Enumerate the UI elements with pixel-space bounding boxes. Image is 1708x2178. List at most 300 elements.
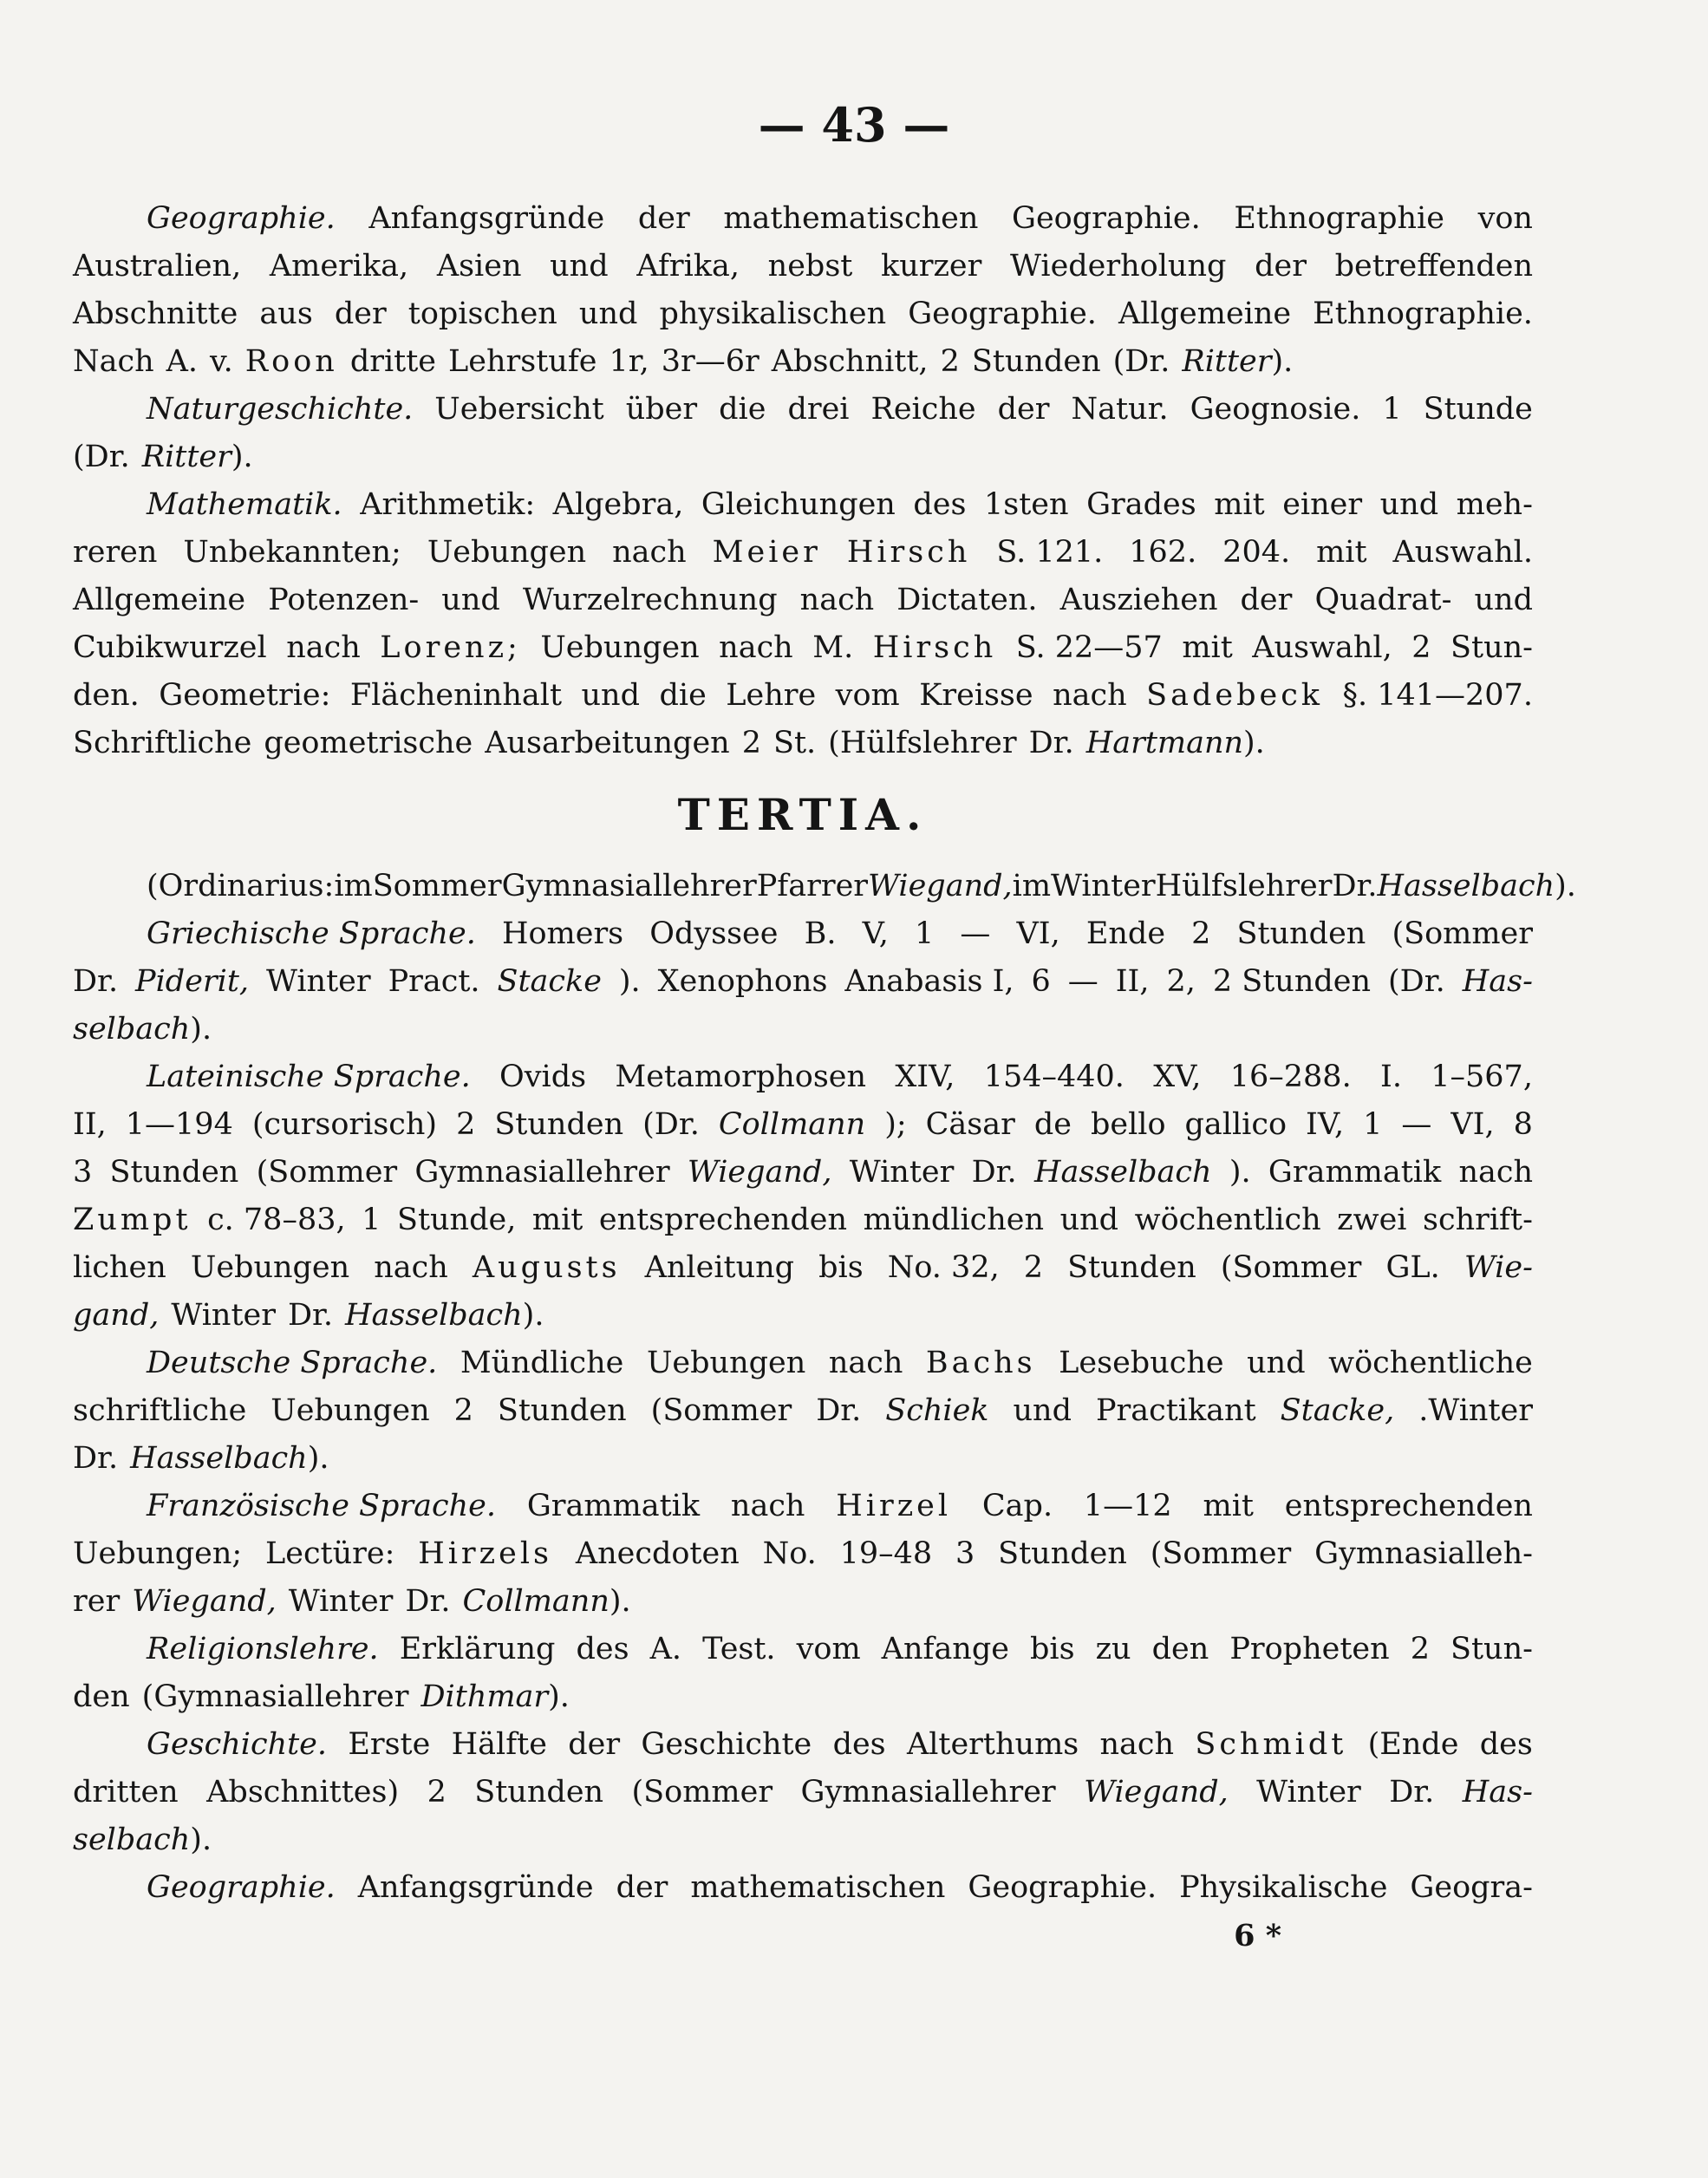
word: S. 22—57 <box>1015 630 1163 665</box>
signature-mark: 6 * <box>1234 1918 1281 1953</box>
word: Cap. <box>981 1489 1053 1523</box>
word: Hirzel <box>836 1489 952 1523</box>
word: Dr. <box>1389 1775 1435 1810</box>
word: 2 <box>427 1775 447 1810</box>
word: 2 <box>453 1393 473 1428</box>
word: gallico <box>1184 1107 1288 1142</box>
word: schriftliche <box>73 1393 247 1428</box>
text-line <box>73 529 1533 577</box>
word: ); <box>884 1107 907 1142</box>
word: Bachs <box>925 1346 1036 1380</box>
text-line <box>73 1578 1533 1626</box>
word: VI, <box>1016 916 1060 951</box>
word: und <box>1379 487 1439 522</box>
word: meh- <box>1456 487 1533 522</box>
italic-word: Collmann <box>718 1107 866 1142</box>
word: und <box>441 583 500 617</box>
word: Anfangsgründe <box>357 1870 594 1905</box>
word: Xenophons <box>657 964 828 999</box>
word: 3 <box>955 1536 975 1571</box>
word: aus <box>259 297 313 331</box>
text-line <box>73 1626 1533 1673</box>
word: nach <box>730 1489 805 1523</box>
word: 3 <box>73 1155 93 1190</box>
word: Winter <box>266 964 371 999</box>
word: Dr. <box>287 1298 334 1333</box>
word: der <box>616 1870 668 1905</box>
text-line <box>73 720 1533 767</box>
word: Stunde <box>1423 392 1533 427</box>
word: Stunden <box>109 1155 239 1190</box>
word: Erste <box>348 1727 431 1762</box>
word: mit <box>1203 1489 1254 1523</box>
word: Gymnasiallehrer <box>501 869 757 903</box>
word: mit <box>531 1203 583 1237</box>
text-line <box>73 1530 1533 1578</box>
word: Dr. <box>1028 726 1074 760</box>
word: im <box>1012 869 1052 903</box>
word: schrift- <box>1423 1203 1533 1237</box>
word: Winter <box>1051 869 1156 903</box>
word: Stunden <box>1067 1250 1196 1285</box>
word: nach <box>1099 1727 1175 1762</box>
word: Grammatik <box>1268 1155 1442 1190</box>
word: 1sten <box>983 487 1069 522</box>
text-line <box>73 863 1576 910</box>
text-body <box>73 195 1576 1960</box>
word: 6 <box>1031 964 1051 999</box>
word: Winter <box>171 1298 276 1333</box>
word: nach <box>1053 678 1127 713</box>
word: GL. <box>1385 1250 1440 1285</box>
word: Algebra, <box>552 487 684 522</box>
italic-word: Hasselbach <box>1033 1155 1212 1190</box>
word: Stun- <box>1450 630 1533 665</box>
word: nebst <box>767 249 853 284</box>
word: Ethnographie. <box>1313 297 1533 331</box>
word: Roon <box>244 344 338 379</box>
word: XV, <box>1153 1060 1202 1094</box>
word: Geometrie: <box>159 678 331 713</box>
word: Stunden <box>474 1775 604 1810</box>
word: zu <box>1095 1632 1131 1666</box>
word: Abschnitte <box>73 297 238 331</box>
word: (Sommer <box>1220 1250 1362 1285</box>
word: II, <box>1115 964 1150 999</box>
word: des <box>913 487 967 522</box>
italic-word: Wie- <box>1464 1250 1533 1285</box>
word: ). <box>231 440 253 474</box>
word: und <box>1474 583 1533 617</box>
word: Gymnasiallehrer <box>414 1155 670 1190</box>
word: Uebungen <box>540 630 700 665</box>
word: 2 <box>1023 1250 1044 1285</box>
word: Gymnasiallehrer <box>800 1775 1056 1810</box>
italic-word: Ritter <box>141 440 231 474</box>
word: (cursorisch) <box>251 1107 438 1142</box>
word: Stunden <box>494 1107 624 1142</box>
word: Lorenz; <box>380 630 521 665</box>
word: (Dr. <box>642 1107 700 1142</box>
word: Dr. <box>1332 869 1378 903</box>
word: Winter <box>1256 1775 1361 1810</box>
word: der <box>637 201 690 236</box>
word: ). <box>1229 1155 1251 1190</box>
word: 2 <box>940 344 960 379</box>
word: nach <box>1458 1155 1533 1190</box>
word: 162. <box>1129 535 1197 570</box>
word: Uebungen; <box>73 1536 243 1571</box>
italic-word: Ritter <box>1182 344 1272 379</box>
word: c. 78–83, <box>207 1203 346 1237</box>
word: Uebungen <box>427 535 587 570</box>
word: 16–288. <box>1229 1060 1352 1094</box>
word: der <box>334 297 387 331</box>
word: 19–48 <box>839 1536 933 1571</box>
word: ). <box>190 1823 212 1857</box>
word: M. <box>812 630 854 665</box>
word: (Ende <box>1367 1727 1459 1762</box>
word: Lehre <box>726 678 817 713</box>
text-line <box>73 434 1533 481</box>
word: dritten <box>73 1775 179 1810</box>
text-line <box>73 1244 1533 1292</box>
word: Anecdoten <box>575 1536 740 1571</box>
word: A. <box>166 344 199 379</box>
word: des <box>1479 1727 1533 1762</box>
word: Nach <box>73 344 154 379</box>
word: vom <box>796 1632 861 1666</box>
word: Australien, <box>73 249 242 284</box>
word: kurzer <box>881 249 982 284</box>
word: Hirsch <box>872 630 997 665</box>
word: nach <box>799 583 875 617</box>
word: topischen <box>407 297 557 331</box>
word: Augusts <box>472 1250 621 1285</box>
word: 154–440. <box>983 1060 1125 1094</box>
word: den <box>73 1679 130 1714</box>
word: Abschnittes) <box>206 1775 400 1810</box>
word: (Ordinarius: <box>147 869 335 903</box>
word: ). <box>190 1012 212 1047</box>
word: Ethnographie <box>1234 201 1444 236</box>
word: Cäsar <box>925 1107 1015 1142</box>
italic-word: Wiegand, <box>868 869 1013 903</box>
word: entsprechenden <box>1284 1489 1533 1523</box>
italic-word: Hasselbach <box>345 1298 523 1333</box>
word: (Dr. <box>73 440 130 474</box>
word: ). <box>307 1441 329 1476</box>
word: Hülfslehrer <box>1155 869 1333 903</box>
italic-word: Mathematik. <box>147 487 342 522</box>
word: Anabasis I, <box>844 964 1014 999</box>
word: Dr. <box>73 964 119 999</box>
italic-word: gand, <box>73 1298 160 1333</box>
word: 2 <box>456 1107 476 1142</box>
word: Uebungen <box>271 1393 430 1428</box>
word: mathematischen <box>723 201 979 236</box>
italic-word: Französische Sprache. <box>147 1489 496 1523</box>
word: nach <box>286 630 361 665</box>
word: Gleichungen <box>701 487 896 522</box>
word: Zumpt <box>73 1203 192 1237</box>
word: IV, <box>1306 1107 1345 1142</box>
word: mit <box>1182 630 1233 665</box>
word: dritte <box>349 344 437 379</box>
word: Uebungen <box>190 1250 350 1285</box>
word: Allgemeine <box>1118 297 1292 331</box>
word: wöchentlich <box>1134 1203 1321 1237</box>
italic-word: Stacke <box>497 964 602 999</box>
word: Wurzelrechnung <box>522 583 778 617</box>
word: Ausziehen <box>1059 583 1218 617</box>
word: §. 141—207. <box>1342 678 1533 713</box>
word: ). <box>1555 869 1576 903</box>
word: 2 <box>1410 1632 1430 1666</box>
word: Pfarrer <box>756 869 869 903</box>
word: 2 <box>1191 916 1211 951</box>
word: Uebungen <box>646 1346 806 1380</box>
word: ). <box>618 964 641 999</box>
word: Odyssee <box>649 916 779 951</box>
italic-word: Has- <box>1462 964 1533 999</box>
text-line <box>73 1721 1533 1769</box>
word: den. <box>73 678 140 713</box>
word: betreffenden <box>1334 249 1533 284</box>
italic-word: Dithmar <box>420 1679 549 1714</box>
text-line <box>73 1864 1533 1912</box>
word: Practikant <box>1095 1393 1256 1428</box>
word: Winter <box>288 1584 394 1619</box>
word: B. <box>804 916 837 951</box>
word: und <box>1247 1346 1306 1380</box>
word: Hirzels <box>418 1536 552 1571</box>
word: Propheten <box>1229 1632 1390 1666</box>
italic-word: Deutsche Sprache. <box>147 1346 438 1380</box>
text-line <box>73 243 1533 290</box>
word: Ausarbeitungen <box>485 726 730 760</box>
word: I. <box>1380 1060 1402 1094</box>
italic-word: Wiegand, <box>687 1155 832 1190</box>
text-line <box>73 1769 1533 1816</box>
word: Pract. <box>388 964 480 999</box>
text-line <box>73 1387 1533 1435</box>
italic-word: Collmann <box>462 1584 610 1619</box>
word: Physikalische <box>1179 1870 1388 1905</box>
word: von <box>1477 201 1533 236</box>
text-line <box>73 481 1533 529</box>
word: drei <box>787 392 850 427</box>
word: 1 <box>914 916 935 951</box>
italic-word: Naturgeschichte. <box>147 392 414 427</box>
text-line <box>73 1053 1533 1101</box>
italic-word: selbach <box>73 1012 191 1047</box>
word: (Dr. <box>1388 964 1445 999</box>
word: Dr. <box>971 1155 1017 1190</box>
word: und <box>550 249 609 284</box>
word: Dr. <box>73 1441 119 1476</box>
word: (Sommer <box>650 1393 792 1428</box>
word: mathematischen <box>690 1870 946 1905</box>
word: mit <box>1316 535 1367 570</box>
word: 1—12 <box>1083 1489 1172 1523</box>
word: Homers <box>501 916 624 951</box>
word: Stunden <box>998 1536 1127 1571</box>
word: Lehrstufe <box>448 344 597 379</box>
word: entsprechenden <box>598 1203 848 1237</box>
word: 2 <box>741 726 761 760</box>
word: die <box>659 678 707 713</box>
word: der <box>997 392 1050 427</box>
italic-word: Wiegand, <box>1084 1775 1229 1810</box>
italic-word: selbach <box>73 1823 191 1857</box>
word: geometrische <box>264 726 473 760</box>
word: Dr. <box>816 1393 862 1428</box>
word: Stunden <box>497 1393 627 1428</box>
word: — <box>1401 1107 1432 1142</box>
text-line <box>73 195 1533 243</box>
word: Auswahl, <box>1252 630 1392 665</box>
word: .Winter <box>1418 1393 1533 1428</box>
word: nach <box>374 1250 448 1285</box>
word: Abschnitt, <box>771 344 929 379</box>
word: Winter <box>849 1155 955 1190</box>
text-line <box>73 1435 1533 1483</box>
word: 1r, <box>609 344 649 379</box>
word: V, <box>862 916 889 951</box>
word: Afrika, <box>636 249 740 284</box>
word: 1—194 <box>125 1107 233 1142</box>
word: II, <box>73 1107 107 1142</box>
word: Allgemeine <box>73 583 246 617</box>
word: Geognosie. <box>1190 392 1361 427</box>
word: — <box>1067 964 1098 999</box>
italic-word: Geschichte. <box>147 1727 328 1762</box>
word: St. <box>773 726 817 760</box>
word: Reiche <box>870 392 976 427</box>
text-line <box>73 1101 1533 1149</box>
word: zwei <box>1337 1203 1407 1237</box>
text-line <box>73 624 1533 672</box>
word: des <box>576 1632 629 1666</box>
italic-word: Piderit, <box>135 964 250 999</box>
word: (Sommer <box>256 1155 398 1190</box>
word: Geographie. <box>908 297 1097 331</box>
text-line <box>73 1149 1533 1197</box>
word: 1 <box>362 1203 381 1237</box>
word: Metamorphosen <box>615 1060 867 1094</box>
word: Meier <box>712 535 821 570</box>
word: Alterthums <box>906 1727 1079 1762</box>
word: No. 32, <box>887 1250 1000 1285</box>
word: im <box>334 869 373 903</box>
word: mit <box>1214 487 1265 522</box>
word: Erklärung <box>399 1632 556 1666</box>
word: Potenzen- <box>268 583 420 617</box>
word: reren <box>73 535 158 570</box>
word: Flächeninhalt <box>349 678 563 713</box>
text-line <box>73 577 1533 624</box>
word: der <box>568 1727 621 1762</box>
word: Sommer <box>372 869 502 903</box>
word: nach <box>612 535 687 570</box>
word: 2, <box>1166 964 1196 999</box>
text-line <box>73 1483 1533 1530</box>
word: 8 <box>1513 1107 1533 1142</box>
text-line <box>73 1197 1533 1244</box>
section-heading: TERTIA. <box>677 789 929 840</box>
word: (Hülfslehrer <box>828 726 1017 760</box>
word: XIV, <box>895 1060 955 1094</box>
word: Test. <box>702 1632 776 1666</box>
word: Unbekannten; <box>183 535 401 570</box>
italic-word: Geographie. <box>147 1870 336 1905</box>
word: und <box>1013 1393 1072 1428</box>
word: Hälfte <box>451 1727 547 1762</box>
word: Auswahl. <box>1392 535 1533 570</box>
word: 2 Stunden <box>1212 964 1372 999</box>
italic-word: Geographie. <box>147 201 336 236</box>
word: 3r—6r <box>661 344 759 379</box>
word: und <box>578 297 638 331</box>
word: Natur. <box>1071 392 1169 427</box>
word: Grammatik <box>526 1489 701 1523</box>
italic-word: Griechische Sprache. <box>147 916 476 951</box>
word: rer <box>73 1584 121 1619</box>
word: bis <box>818 1250 864 1285</box>
word: bello <box>1090 1107 1166 1142</box>
word: v. <box>210 344 233 379</box>
word: die <box>719 392 766 427</box>
word: Stun- <box>1450 1632 1533 1666</box>
italic-word: Has- <box>1462 1775 1533 1810</box>
word: Kreisse <box>919 678 1033 713</box>
word: ). <box>548 1679 570 1714</box>
word: einer <box>1282 487 1363 522</box>
word: Anfangsgründe <box>368 201 605 236</box>
text-line <box>73 290 1533 338</box>
word: Ovids <box>499 1060 587 1094</box>
word: — <box>960 916 991 951</box>
text-line <box>73 672 1533 720</box>
word: Sadebeck <box>1146 678 1323 713</box>
word: Geographie. <box>1011 201 1201 236</box>
italic-word: Lateinische Sprache. <box>147 1060 471 1094</box>
word: Geographie. <box>968 1870 1157 1905</box>
word: und <box>1059 1203 1119 1237</box>
text-line <box>73 958 1533 1006</box>
italic-word: Hasselbach <box>1377 869 1555 903</box>
text-line <box>73 1673 1533 1721</box>
word: Mündliche <box>460 1346 624 1380</box>
word: Cubikwurzel <box>73 630 267 665</box>
word: 1–567, <box>1431 1060 1533 1094</box>
text-line <box>73 1292 1533 1340</box>
word: Stunden <box>1236 916 1366 951</box>
word: 1 <box>1382 392 1402 427</box>
word: Schriftliche <box>73 726 252 760</box>
word: über <box>625 392 698 427</box>
word: 204. <box>1222 535 1291 570</box>
word: S. 121. <box>996 535 1104 570</box>
word: und <box>581 678 640 713</box>
word: lichen <box>73 1250 166 1285</box>
word: 1 <box>1363 1107 1383 1142</box>
word: Lectüre: <box>264 1536 395 1571</box>
word: nach <box>828 1346 903 1380</box>
word: der <box>1240 583 1293 617</box>
word: Anfange <box>881 1632 1009 1666</box>
